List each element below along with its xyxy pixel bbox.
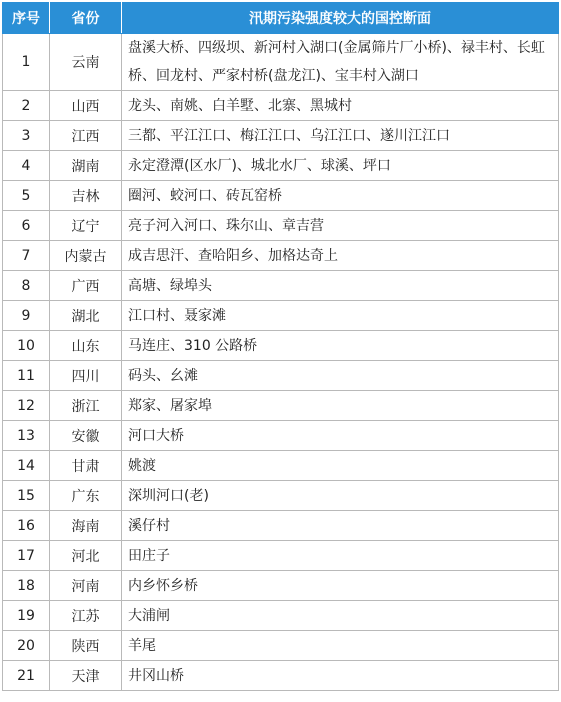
row-index: 2	[3, 91, 50, 121]
table-row	[3, 301, 559, 331]
table-row	[3, 601, 559, 631]
row-index: 16	[3, 511, 50, 541]
row-sections: 三都、平江江口、梅江江口、乌江江口、遂川江江口	[122, 121, 559, 151]
row-province: 江西	[50, 121, 122, 151]
table-row	[3, 481, 559, 511]
row-index: 13	[3, 421, 50, 451]
table-row	[3, 421, 559, 451]
header-index: 序号	[3, 3, 50, 34]
row-sections: 高塘、绿埠头	[122, 271, 559, 301]
table-row	[3, 211, 559, 241]
row-province: 吉林	[50, 181, 122, 211]
row-province: 四川	[50, 361, 122, 391]
table-row	[3, 34, 559, 91]
table-row	[3, 151, 559, 181]
row-index: 21	[3, 661, 50, 691]
row-province: 广西	[50, 271, 122, 301]
row-sections: 码头、幺滩	[122, 361, 559, 391]
table-row	[3, 271, 559, 301]
row-sections: 龙头、南姚、白羊墅、北寨、黑城村	[122, 91, 559, 121]
table-row	[3, 241, 559, 271]
row-index: 7	[3, 241, 50, 271]
row-index: 14	[3, 451, 50, 481]
row-sections: 井冈山桥	[122, 661, 559, 691]
row-sections: 内乡怀乡桥	[122, 571, 559, 601]
row-sections: 马连庄、310 公路桥	[122, 331, 559, 361]
table-row	[3, 331, 559, 361]
row-province: 安徽	[50, 421, 122, 451]
header-province: 省份	[50, 3, 122, 34]
header-sections: 汛期污染强度较大的国控断面	[122, 3, 559, 34]
table-row	[3, 631, 559, 661]
row-province: 海南	[50, 511, 122, 541]
row-sections: 亮子河入河口、珠尔山、章吉营	[122, 211, 559, 241]
row-sections: 深圳河口(老)	[122, 481, 559, 511]
row-sections: 田庄子	[122, 541, 559, 571]
row-index: 9	[3, 301, 50, 331]
row-province: 河北	[50, 541, 122, 571]
row-province: 湖南	[50, 151, 122, 181]
table-row	[3, 541, 559, 571]
row-province: 河南	[50, 571, 122, 601]
row-index: 3	[3, 121, 50, 151]
row-sections: 圈河、蛟河口、砖瓦窑桥	[122, 181, 559, 211]
row-index: 18	[3, 571, 50, 601]
row-index: 17	[3, 541, 50, 571]
row-province: 天津	[50, 661, 122, 691]
row-index: 8	[3, 271, 50, 301]
row-sections: 溪仔村	[122, 511, 559, 541]
table-row	[3, 121, 559, 151]
table-row	[3, 571, 559, 601]
row-sections: 羊尾	[122, 631, 559, 661]
row-province: 浙江	[50, 391, 122, 421]
row-sections: 盘溪大桥、四级坝、新河村入湖口(金属筛片厂小桥)、禄丰村、长虹桥、回龙村、严家村桥(盘龙江)、宝丰村入湖口	[122, 34, 559, 91]
monitoring-sections-table	[2, 2, 559, 691]
row-sections: 永定澄潭(区水厂)、城北水厂、球溪、坪口	[122, 151, 559, 181]
row-sections: 成吉思汗、查哈阳乡、加格达奇上	[122, 241, 559, 271]
row-index: 5	[3, 181, 50, 211]
row-province: 内蒙古	[50, 241, 122, 271]
table-row	[3, 91, 559, 121]
row-index: 12	[3, 391, 50, 421]
table-row	[3, 361, 559, 391]
table-row	[3, 451, 559, 481]
row-index: 4	[3, 151, 50, 181]
table-row	[3, 511, 559, 541]
row-province: 云南	[50, 34, 122, 91]
row-province: 陕西	[50, 631, 122, 661]
table-row	[3, 181, 559, 211]
row-sections: 江口村、聂家滩	[122, 301, 559, 331]
row-province: 山东	[50, 331, 122, 361]
row-province: 江苏	[50, 601, 122, 631]
row-index: 20	[3, 631, 50, 661]
row-index: 11	[3, 361, 50, 391]
row-index: 15	[3, 481, 50, 511]
row-sections: 郑家、屠家埠	[122, 391, 559, 421]
table-header-row	[3, 3, 559, 34]
row-province: 辽宁	[50, 211, 122, 241]
row-province: 湖北	[50, 301, 122, 331]
row-sections: 河口大桥	[122, 421, 559, 451]
row-sections: 大浦闸	[122, 601, 559, 631]
row-index: 1	[3, 34, 50, 91]
row-province: 甘肃	[50, 451, 122, 481]
row-index: 19	[3, 601, 50, 631]
row-index: 6	[3, 211, 50, 241]
row-index: 10	[3, 331, 50, 361]
row-province: 广东	[50, 481, 122, 511]
row-province: 山西	[50, 91, 122, 121]
row-sections: 姚渡	[122, 451, 559, 481]
table-row	[3, 661, 559, 691]
table-row	[3, 391, 559, 421]
